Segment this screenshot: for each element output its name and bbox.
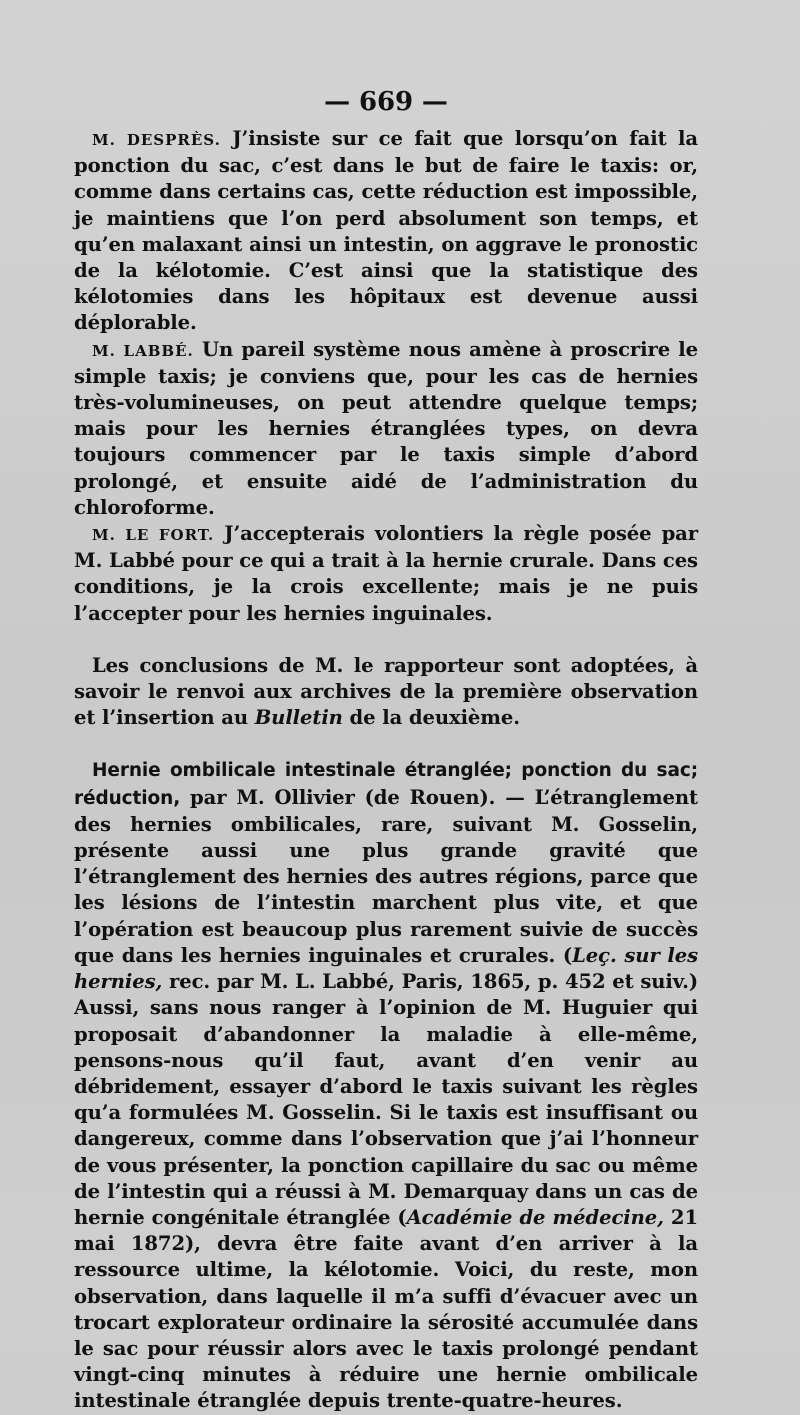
text-block [74,86,698,1415]
paragraph-labbe [74,337,698,521]
paragraph-le-fort [74,521,698,627]
speaker-labbe: M. LABBÉ. [92,341,194,360]
spacer [74,627,698,653]
paragraph-labbe-text: Un pareil système nous amène à proscrire le simple taxis; je conviens que, pour les cas de hernies très-volumineuses, on peut attendre quelque temps; mais pour les hernies étranglées types, on devra toujours commencer par le taxis simple d’abord prolongé, et ensuite aidé de l’administration du chloroforme. [74,337,698,519]
paragraph-ollivier [74,757,698,1414]
paragraph-conclusions [74,653,698,732]
page-number: — 669 — [324,87,448,117]
article-title: Hernie ombilicale intestinale étranglée; ponction du sac; réduction, [74,760,698,809]
conclusions-text: Les conclusions de M. le rapporteur sont adoptées, à savoir le renvoi aux archives de la première observation et l’insertion au [74,653,698,730]
paragraph-despres-text: J’insiste sur ce fait que lorsqu’on fait la ponction du sac, c’est dans le but de faire le taxis: or, comme dans certains cas, cette réduction est impossible, je maintiens que l’on perd absolument son temps, et qu’en malaxant ainsi un intestin, on aggrave le pronostic de la kélotomie. C’est ainsi que la statistique des kélotomies dans les hôpitaux est devenue aussi déplorable. [74,127,698,335]
spacer [74,731,698,757]
paragraph-despres [74,126,698,337]
bulletin-title: Bulletin [254,706,343,730]
ollivier-text-1: par M. Ollivier (de Rouen). — L’étranglement des hernies ombilicales, rare, suivant M. Gosselin, présente aussi une plus grande gravité que l’étranglement des hernies des autres régions, parce que les lésions de l’intestin marchent plus vite, et que l’opération est beaucoup plus rarement suivie de succès que dans les hernies inguinales et crurales. ( [74,785,698,967]
ollivier-text-3: 21 mai 1872), devra être faite avant d’en arriver à la ressource ultime, la kélotomie. Voici, du reste, mon observation, dans laquelle il m’a suffi d’évacuer avec un trocart explorateur ordinaire la sérosité accumulée dans le sac pour réussir alors avec le taxis prolongé pendant vingt-cinq minutes à réduire une hernie ombilicale intestinale étranglée depuis trente-quatre-heures. [74,1205,698,1413]
conclusions-text-end: de la deuxième. [342,706,521,730]
speaker-le-fort: M. LE FORT. [92,526,215,545]
ollivier-text-2: rec. par M. L. Labbé, Paris, 1865, p. 452 et suiv.) Aussi, sans nous ranger à l’opinion de M. Huguier qui proposait d’abandonner la maladie à elle-même, pensons-nous qu’il faut, avant d’en venir au débridement, essayer d’abord le taxis suivant les règles qu’a formulées M. Gosselin. Si le taxis est insuffisant ou dangereux, comme dans l’observation que j’ai l’honneur de vous présenter, la ponction capillaire du sac ou même de l’intestin qui a réussi à M. Demarquay dans un cas de hernie congénitale étranglée ( [74,970,698,1229]
paragraph-le-fort-text: J’accepterais volontiers la règle posée par M. Labbé pour ce qui a trait à la hernie crurale. Dans ces conditions, je la crois excellente; mais je ne puis l’accepter pour les hernies inguinales. [74,522,698,625]
citation-academie: Académie de médecine, [406,1205,664,1229]
speaker-despres: M. DESPRÈS. [92,131,221,149]
citation-lecons: Leç. sur les hernies, [74,943,698,994]
